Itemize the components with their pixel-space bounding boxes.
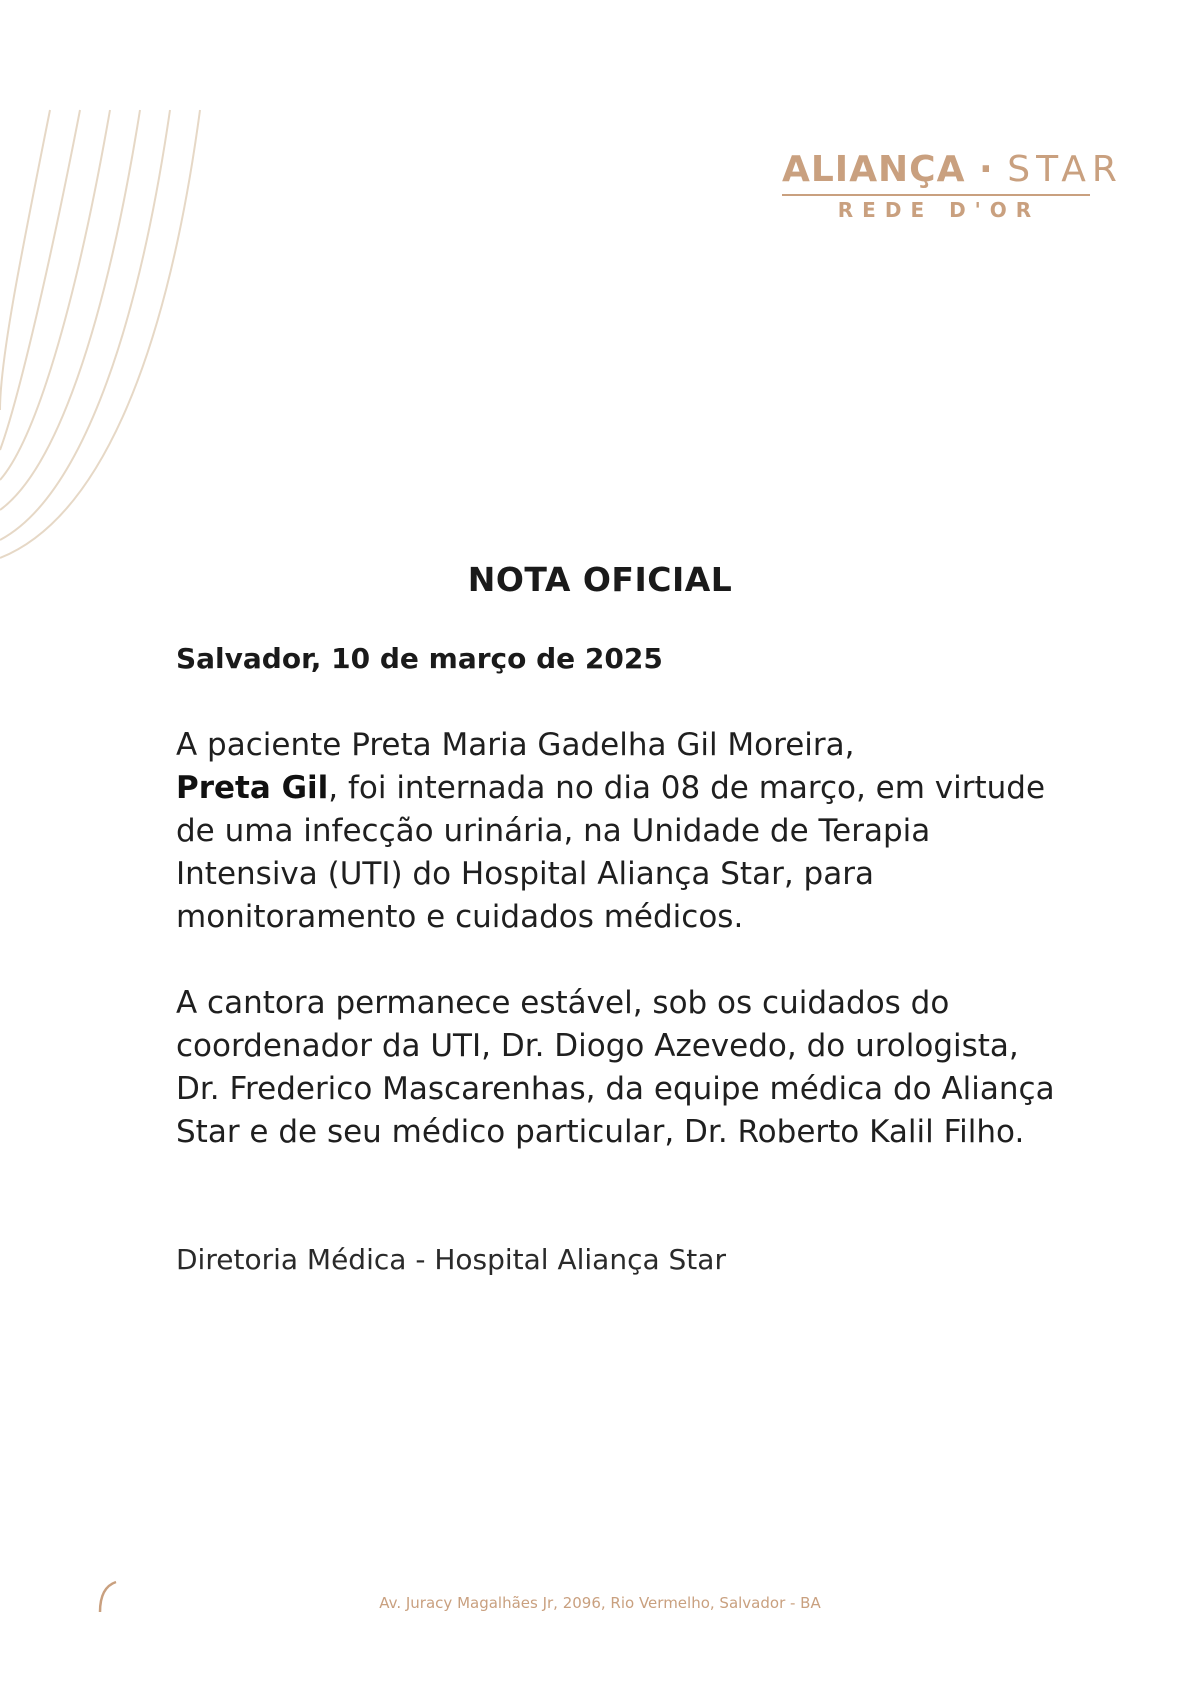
paragraph-lead-text: A paciente Preta Maria Gadelha Gil Moreira, bbox=[176, 727, 855, 763]
document-title: NOTA OFICIAL bbox=[467, 560, 733, 599]
paragraph-admission bbox=[176, 724, 1056, 939]
logo-subtitle: REDE D'OR bbox=[837, 198, 1041, 222]
logo-divider bbox=[782, 194, 1090, 196]
logo-brand-text: ALIANÇA bbox=[782, 149, 966, 190]
signature-line: Diretoria Médica - Hospital Aliança Star bbox=[176, 1243, 726, 1276]
logo-dot: · bbox=[965, 149, 1008, 190]
logo-star-text: STAR bbox=[1007, 149, 1123, 190]
date-line: Salvador, 10 de março de 2025 bbox=[176, 642, 663, 675]
hospital-logo bbox=[782, 148, 1123, 222]
paragraph-rest-text: , foi internada no dia 08 de março, em virtude de uma infecção urinária, na Unidade de Terapia Intensiva (UTI) do Hospital Aliança Star, para monitoramento e cuidados médicos. bbox=[176, 770, 1046, 935]
footer-address: Av. Juracy Magalhães Jr, 2096, Rio Vermelho, Salvador - BA bbox=[379, 1594, 821, 1612]
paragraph-care-team: A cantora permanece estável, sob os cuidados do coordenador da UTI, Dr. Diogo Azevedo, do urologista, Dr. Frederico Mascarenhas, da equipe médica do Aliança Star e de seu médico particular, Dr. Roberto Kalil Filho. bbox=[176, 985, 1055, 1150]
decorative-curve-lines bbox=[0, 110, 210, 560]
patient-name-bold: Preta Gil bbox=[176, 770, 329, 806]
logo-wordmark bbox=[782, 148, 1123, 192]
